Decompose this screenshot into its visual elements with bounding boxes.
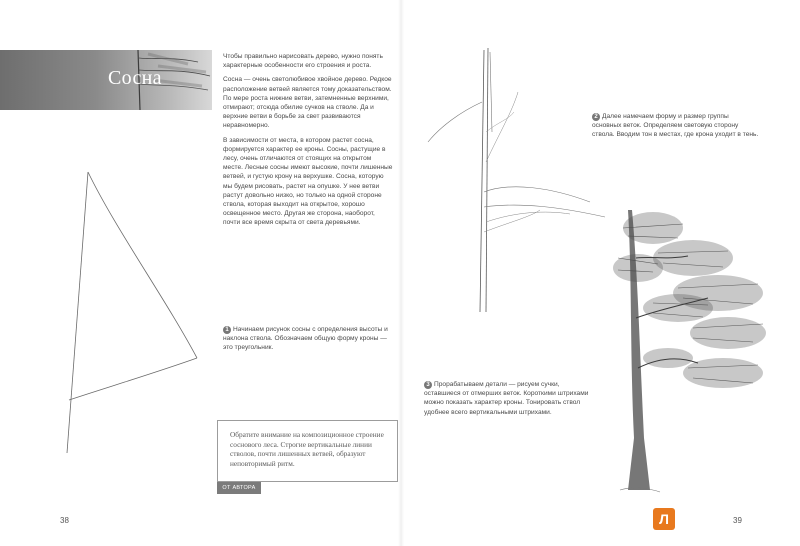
- step3-caption: [424, 380, 594, 417]
- page-number-left: 38: [60, 516, 69, 525]
- step2-caption: [592, 112, 760, 140]
- step-number-badge: 2: [592, 113, 600, 121]
- page-number-right: 39: [733, 516, 742, 525]
- step3-pine-tree-drawing: [598, 198, 773, 498]
- step2-branches-drawing: [420, 42, 610, 322]
- author-note-tag: ОТ АВТОРА: [217, 482, 261, 494]
- page-gutter: [398, 0, 404, 546]
- step2-text: Далее намечаем форму и размер группы основных веток. Определяем световую сторону ствола. Вводим тон в местах, где крона уходит в тень.: [592, 113, 759, 139]
- publisher-logo-glyph: Л: [659, 511, 669, 527]
- step-number-badge: 3: [424, 381, 432, 389]
- intro-paragraph: Чтобы правильно нарисовать дерево, нужно понять характерные особенности его строения и роста.: [223, 53, 383, 70]
- step3-text: Прорабатываем детали — рисуем сучки, оставшиеся от отмерших веток. Короткими штрихами можно показать характер кроны. Тонировать ствол удобнее всего вертикальными штрихами.: [424, 381, 589, 416]
- intro-paragraph: В зависимости от места, в котором растет сосна, формируется характер ее кроны. Сосны, растущие в лесу, очень отличаются от стоящих на открытом месте. Лесные сосны имеют высокие, почти лишенные ветвей, и густую крону на верхушке. Сосна, которую мы будем рисовать, растет на опушке. У нее ветви растут довольно низко, но только на одной стороне ствола, которая выходит на открытое, хорошо освещенное место. Другая же сторона, наоборот, почти все время скрыта от света деревьями.: [223, 136, 393, 227]
- author-note-text: Обратите внимание на композиционное строение соснового леса. Строгие вертикальные линии стволов, почти лишенных ветвей, образуют неповторимый ритм.: [230, 430, 384, 468]
- title-band: [0, 50, 212, 110]
- intro-paragraph: Сосна — очень светолюбивое хвойное дерево. Редкое расположение ветвей является тому доказательством. По мере роста нижние ветви, затемненные верхними, отмирают; отсюда обилие сучков на стволе. Да и верхние ветви в борьбе за свет развиваются неравномерно.: [223, 76, 392, 130]
- step1-caption: [223, 325, 395, 353]
- publisher-logo-icon: [653, 508, 675, 530]
- step1-triangle-drawing: [55, 168, 205, 458]
- step1-text: Начинаем рисунок сосны с определения высоты и наклона ствола. Обозначаем общую форму кроны — это треугольник.: [223, 326, 388, 352]
- page-title: Сосна: [108, 67, 162, 89]
- step-number-badge: 1: [223, 326, 231, 334]
- author-note-box: [217, 420, 398, 482]
- intro-text: [223, 52, 393, 233]
